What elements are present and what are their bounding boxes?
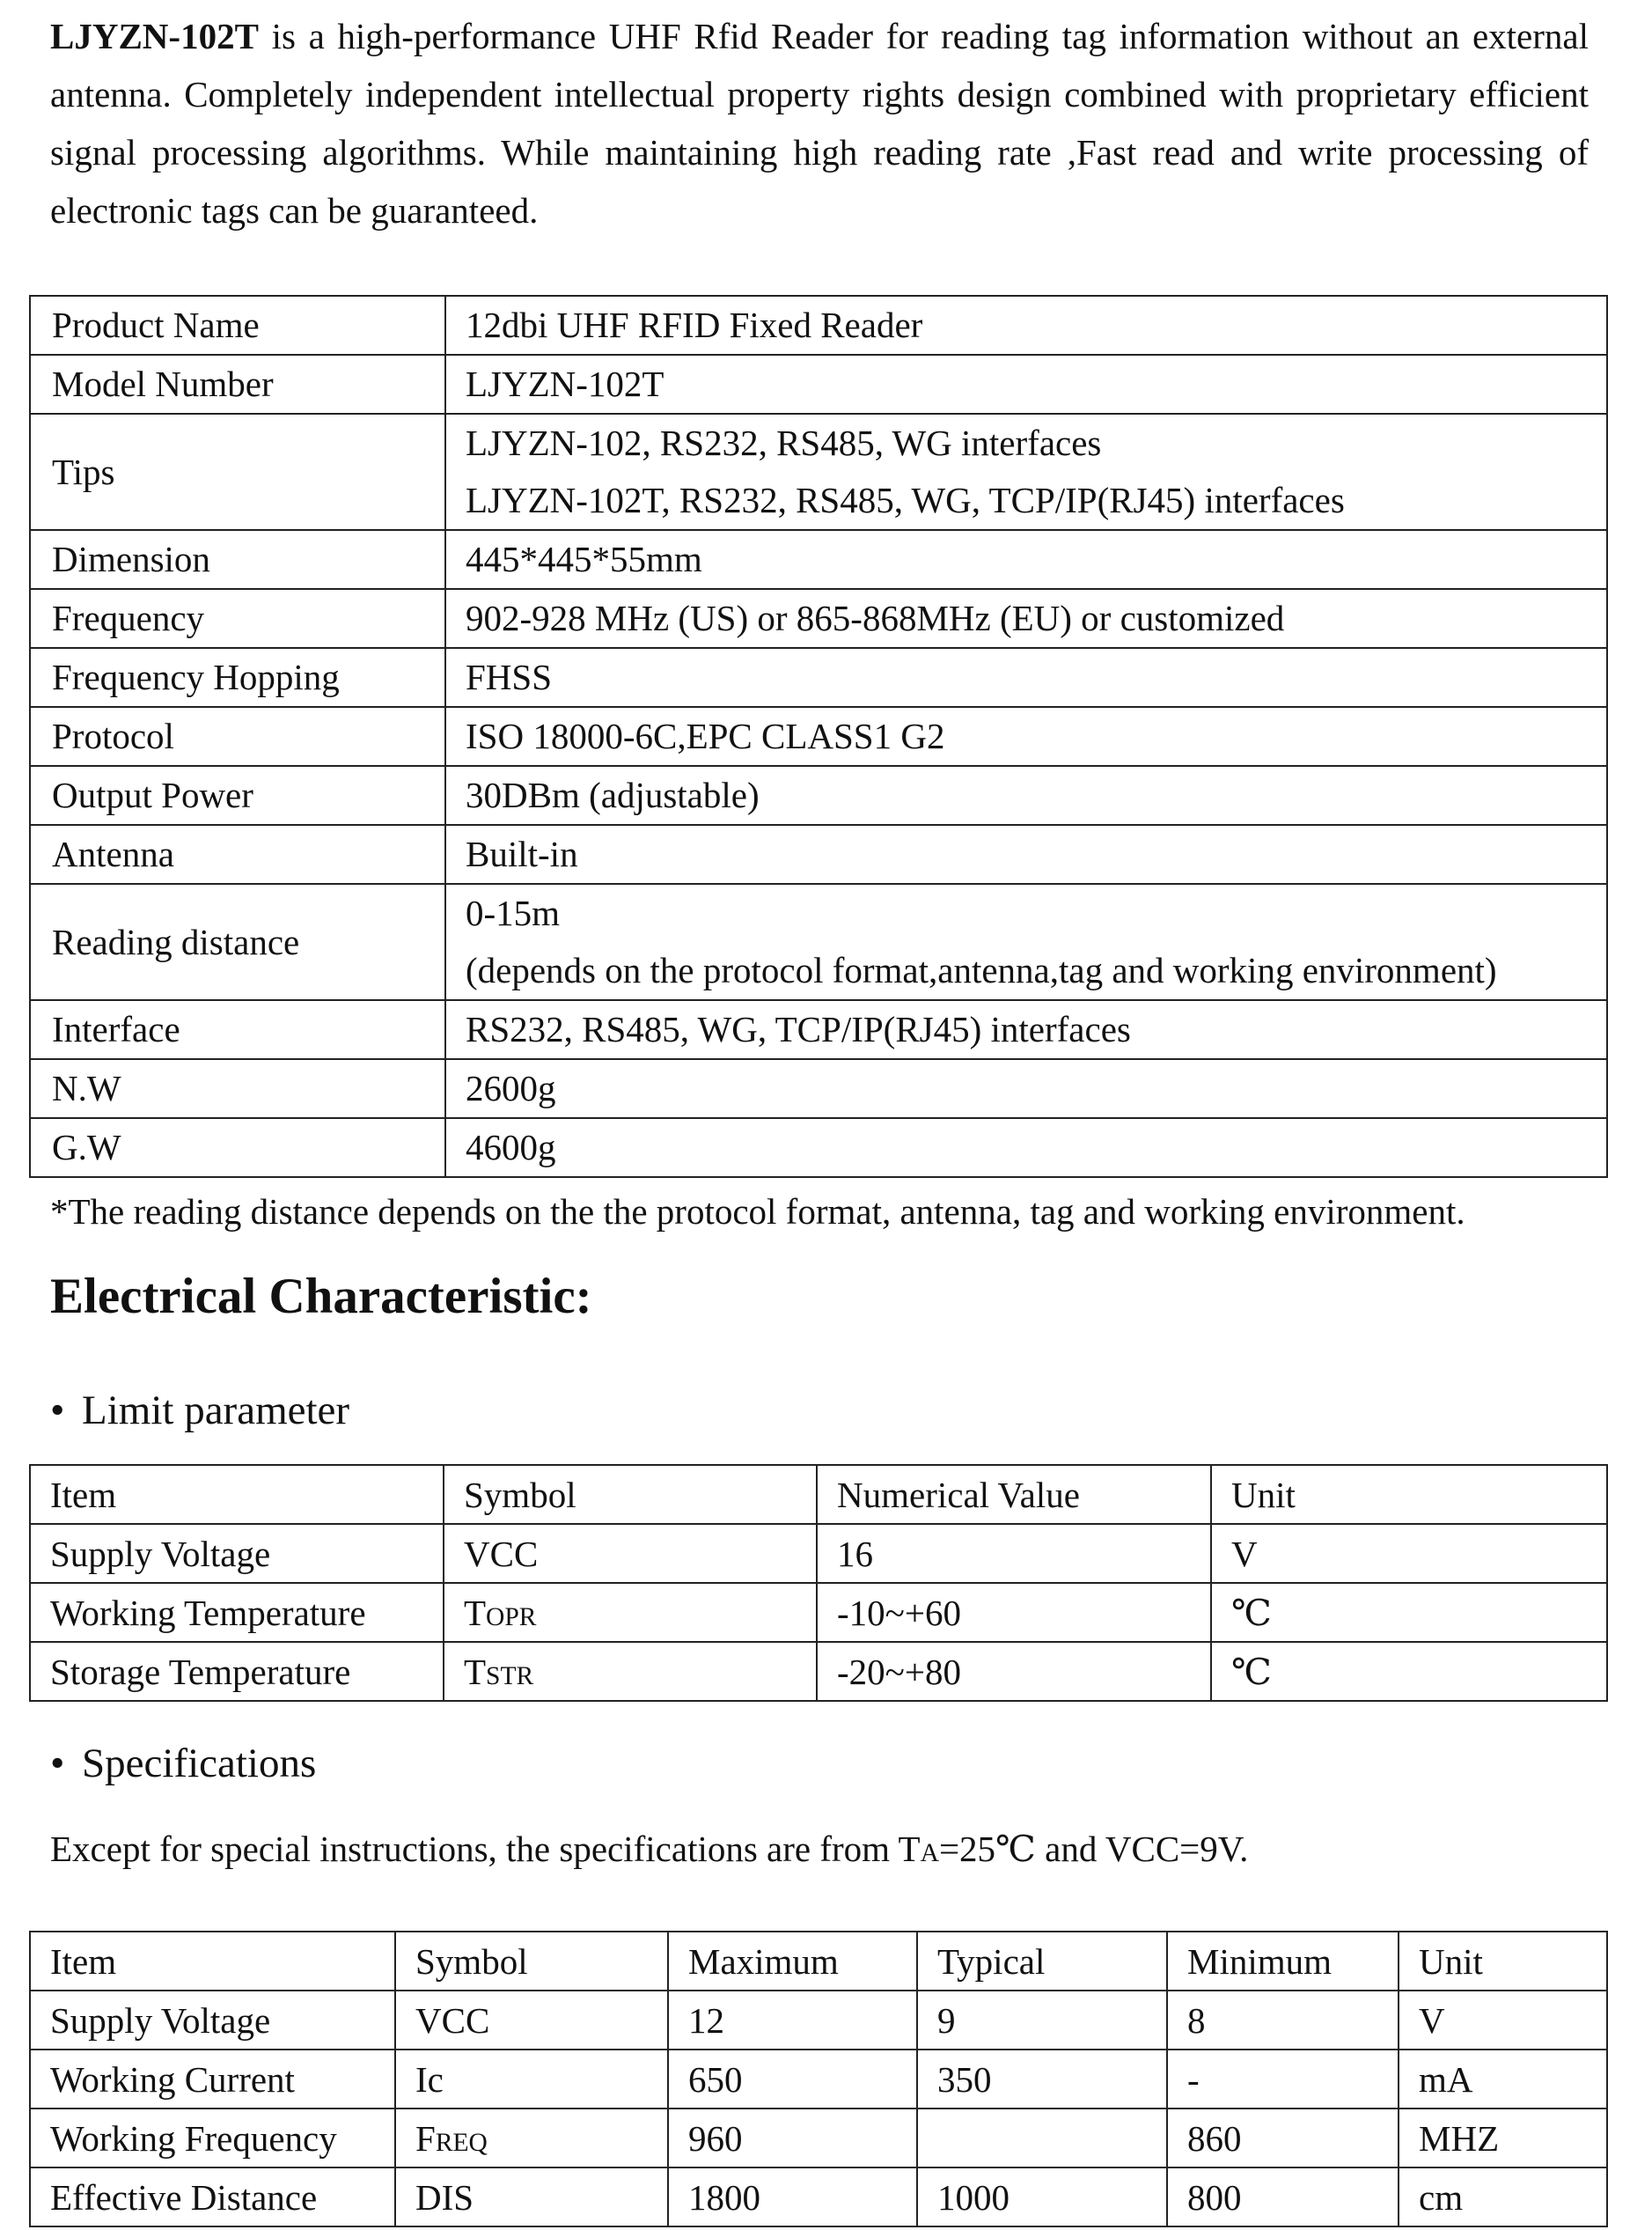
- symbol-subscript: OPR: [486, 1602, 537, 1631]
- spec-note-pre: Except for special instructions, the specifications are from T: [50, 1829, 921, 1869]
- spec-value: [445, 1118, 1607, 1177]
- table-row: [30, 355, 1607, 414]
- spec-note-post: =25℃ and VCC=9V.: [938, 1829, 1249, 1869]
- spec-value: [445, 355, 1607, 414]
- spec-value-line: 4600g: [466, 1127, 556, 1167]
- spec-value-line: (depends on the protocol format,antenna,tag and working environment): [466, 950, 1497, 990]
- symbol-cell: [395, 2050, 668, 2109]
- spec-key: Model Number: [30, 355, 445, 414]
- table-row: [30, 2050, 1607, 2109]
- item-cell: Working Current: [30, 2050, 395, 2109]
- spec-key: G.W: [30, 1118, 445, 1177]
- maximum-cell: 1800: [668, 2167, 917, 2226]
- header-cell: Unit: [1211, 1465, 1607, 1524]
- table-header-row: [30, 1932, 1607, 1991]
- symbol-cell: [395, 1991, 668, 2050]
- header-cell: Numerical Value: [817, 1465, 1211, 1524]
- minimum-cell: 8: [1167, 1991, 1399, 2050]
- maximum-cell: 960: [668, 2109, 917, 2167]
- typical-cell: 9: [917, 1991, 1167, 2050]
- item-cell: Supply Voltage: [30, 1524, 444, 1583]
- item-cell: Storage Temperature: [30, 1642, 444, 1701]
- table-header-row: [30, 1465, 1607, 1524]
- unit-cell: mA: [1399, 2050, 1607, 2109]
- spec-value-line: FHSS: [466, 657, 553, 697]
- symbol-main: T: [464, 1592, 487, 1633]
- table-row: [30, 530, 1607, 589]
- spec-value-line: 12dbi UHF RFID Fixed Reader: [466, 305, 923, 345]
- symbol-main: DIS: [415, 2176, 474, 2218]
- spec-value: [445, 1059, 1607, 1118]
- typical-cell: [917, 2109, 1167, 2167]
- value-cell: -20~+80: [817, 1642, 1211, 1701]
- spec-value-line: RS232, RS485, WG, TCP/IP(RJ45) interfaces: [466, 1009, 1131, 1049]
- specifications-title: Specifications: [82, 1741, 317, 1786]
- specifications-table: [29, 1931, 1608, 2227]
- spec-value: [445, 530, 1607, 589]
- spec-value: [445, 884, 1607, 1000]
- table-row: [30, 1059, 1607, 1118]
- symbol-subscript: REQ: [435, 2128, 488, 2157]
- spec-value-line: LJYZN-102T, RS232, RS485, WG, TCP/IP(RJ45) interfaces: [466, 480, 1345, 520]
- spec-value: [445, 707, 1607, 766]
- header-cell: Typical: [917, 1932, 1167, 1991]
- header-cell: Minimum: [1167, 1932, 1399, 1991]
- header-cell: Unit: [1399, 1932, 1607, 1991]
- spec-key: Interface: [30, 1000, 445, 1059]
- unit-cell: V: [1211, 1524, 1607, 1583]
- table-row: [30, 2167, 1607, 2226]
- header-cell: Symbol: [395, 1932, 668, 1991]
- maximum-cell: 12: [668, 1991, 917, 2050]
- spec-key: Dimension: [30, 530, 445, 589]
- spec-value: [445, 589, 1607, 648]
- table-row: [30, 589, 1607, 648]
- limit-parameter-title: Limit parameter: [82, 1387, 350, 1433]
- spec-key: Reading distance: [30, 884, 445, 1000]
- spec-key: Frequency Hopping: [30, 648, 445, 707]
- header-cell: Item: [30, 1932, 395, 1991]
- table-row: [30, 1991, 1607, 2050]
- table-row: [30, 296, 1607, 355]
- spec-value-line: LJYZN-102, RS232, RS485, WG interfaces: [466, 423, 1102, 463]
- symbol-subscript: STR: [486, 1661, 534, 1690]
- spec-key: Product Name: [30, 296, 445, 355]
- value-cell: -10~+60: [817, 1583, 1211, 1642]
- table-row: [30, 2109, 1607, 2167]
- symbol-main: F: [415, 2117, 436, 2159]
- symbol-main: T: [464, 1651, 487, 1692]
- spec-value-line: ISO 18000-6C,EPC CLASS1 G2: [466, 716, 945, 756]
- typical-cell: 1000: [917, 2167, 1167, 2226]
- spec-key: N.W: [30, 1059, 445, 1118]
- minimum-cell: -: [1167, 2050, 1399, 2109]
- spec-value: [445, 1000, 1607, 1059]
- reading-distance-note: *The reading distance depends on the the protocol format, antenna, tag and working environment.: [50, 1191, 1465, 1232]
- item-cell: Working Temperature: [30, 1583, 444, 1642]
- spec-value: [445, 766, 1607, 825]
- table-row: [30, 825, 1607, 884]
- table-row: [30, 1118, 1607, 1177]
- unit-cell: ℃: [1211, 1583, 1607, 1642]
- symbol-cell: [395, 2167, 668, 2226]
- unit-cell: ℃: [1211, 1642, 1607, 1701]
- spec-value-line: 902-928 MHz (US) or 865-868MHz (EU) or customized: [466, 598, 1285, 638]
- specifications-note: [50, 1824, 1248, 1878]
- symbol-cell: [444, 1583, 817, 1642]
- symbol-cell: [444, 1524, 817, 1583]
- spec-value-line: Built-in: [466, 834, 578, 874]
- table-row: [30, 1524, 1607, 1583]
- spec-value: [445, 825, 1607, 884]
- table-row: [30, 1642, 1607, 1701]
- symbol-cell: [395, 2109, 668, 2167]
- minimum-cell: 800: [1167, 2167, 1399, 2226]
- unit-cell: V: [1399, 1991, 1607, 2050]
- limit-parameter-heading: [50, 1384, 349, 1437]
- product-spec-table: [29, 295, 1608, 1178]
- specifications-heading: [50, 1737, 316, 1790]
- spec-value: [445, 648, 1607, 707]
- spec-value-line: 0-15m: [466, 893, 561, 933]
- symbol-main: Ic: [415, 2058, 444, 2100]
- symbol-main: VCC: [464, 1533, 539, 1574]
- minimum-cell: 860: [1167, 2109, 1399, 2167]
- spec-value: [445, 414, 1607, 530]
- table-row: [30, 1583, 1607, 1642]
- table-row: [30, 707, 1607, 766]
- spec-key: Tips: [30, 414, 445, 530]
- table-row: [30, 414, 1607, 530]
- table-row: [30, 766, 1607, 825]
- intro-paragraph: [50, 7, 1589, 239]
- spec-key: Frequency: [30, 589, 445, 648]
- header-cell: Item: [30, 1465, 444, 1524]
- item-cell: Effective Distance: [30, 2167, 395, 2226]
- table-row: [30, 648, 1607, 707]
- header-cell: Symbol: [444, 1465, 817, 1524]
- spec-value-line: 445*445*55mm: [466, 539, 702, 579]
- typical-cell: 350: [917, 2050, 1167, 2109]
- table-row: [30, 1000, 1607, 1059]
- spec-value-line: 2600g: [466, 1068, 556, 1108]
- table-row: [30, 884, 1607, 1000]
- item-cell: Supply Voltage: [30, 1991, 395, 2050]
- limit-parameter-table: [29, 1464, 1608, 1702]
- header-cell: Maximum: [668, 1932, 917, 1991]
- spec-key: Antenna: [30, 825, 445, 884]
- unit-cell: cm: [1399, 2167, 1607, 2226]
- spec-value-line: LJYZN-102T: [466, 364, 664, 404]
- spec-key: Protocol: [30, 707, 445, 766]
- unit-cell: MHZ: [1399, 2109, 1607, 2167]
- maximum-cell: 650: [668, 2050, 917, 2109]
- spec-value-line: 30DBm (adjustable): [466, 775, 760, 815]
- item-cell: Working Frequency: [30, 2109, 395, 2167]
- value-cell: 16: [817, 1524, 1211, 1583]
- spec-key: Output Power: [30, 766, 445, 825]
- spec-value: [445, 296, 1607, 355]
- electrical-heading: Electrical Characteristic:: [50, 1269, 592, 1324]
- symbol-cell: [444, 1642, 817, 1701]
- symbol-main: VCC: [415, 1999, 490, 2041]
- intro-model: LJYZN-102T: [50, 16, 259, 56]
- bullet-icon: •: [50, 1387, 65, 1433]
- bullet-icon: •: [50, 1741, 65, 1786]
- intro-text: is a high-performance UHF Rfid Reader for reading tag information without an external antenna. Completely independent intellectual property rights design combined with proprietary efficient signal processing algorithms. While maintaining high reading rate ,Fast read and write processing of electronic tags can be guaranteed.: [50, 16, 1589, 231]
- spec-note-sub: A: [920, 1839, 939, 1867]
